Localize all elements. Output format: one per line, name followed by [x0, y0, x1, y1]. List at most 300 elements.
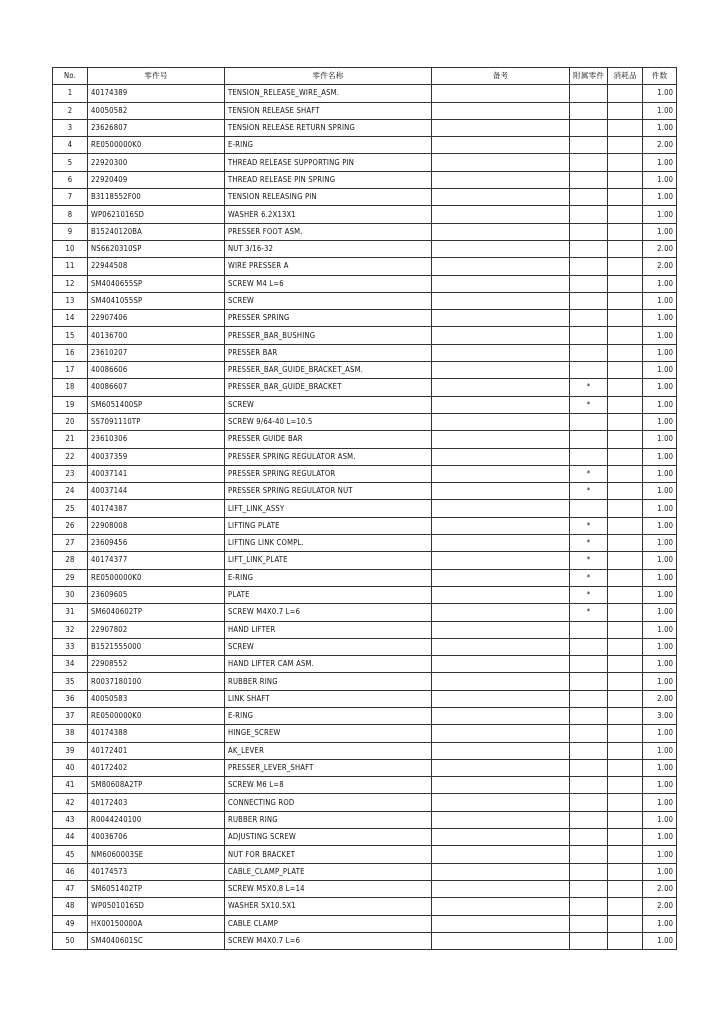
table-row: [53, 448, 677, 465]
table-row: [53, 759, 677, 776]
part-number: 22908552: [88, 656, 225, 673]
row-number: 2: [53, 102, 88, 119]
quantity: 1.00: [643, 638, 677, 655]
accessory-mark: [570, 448, 608, 465]
table-row: [53, 206, 677, 223]
table-row: [53, 898, 677, 915]
table-row: [53, 915, 677, 932]
part-number: 22920409: [88, 171, 225, 188]
row-number: 42: [53, 794, 88, 811]
quantity: 1.00: [643, 154, 677, 171]
table-row: [53, 707, 677, 724]
accessory-mark: [570, 500, 608, 517]
accessory-mark: [570, 344, 608, 361]
quantity: 1.00: [643, 811, 677, 828]
remarks-cell: [432, 379, 570, 396]
consumable-mark: [608, 638, 643, 655]
remarks-cell: [432, 535, 570, 552]
row-number: 8: [53, 206, 88, 223]
consumable-mark: [608, 483, 643, 500]
part-name: PRESSER SPRING: [225, 310, 432, 327]
row-number: 46: [53, 863, 88, 880]
quantity: 1.00: [643, 915, 677, 932]
remarks-cell: [432, 258, 570, 275]
row-number: 32: [53, 621, 88, 638]
remarks-cell: [432, 223, 570, 240]
part-number: 23610207: [88, 344, 225, 361]
table-row: [53, 137, 677, 154]
header-part-name: 零件名称: [225, 68, 432, 85]
accessory-mark: [570, 829, 608, 846]
accessory-mark: [570, 759, 608, 776]
header-consumable: 消耗品: [608, 68, 643, 85]
accessory-mark: [570, 362, 608, 379]
accessory-mark: [570, 137, 608, 154]
accessory-mark: *: [570, 586, 608, 603]
quantity: 1.00: [643, 85, 677, 102]
remarks-cell: [432, 137, 570, 154]
accessory-mark: [570, 621, 608, 638]
table-row: [53, 569, 677, 586]
part-number: 40174387: [88, 500, 225, 517]
quantity: 1.00: [643, 517, 677, 534]
table-row: [53, 846, 677, 863]
row-number: 36: [53, 690, 88, 707]
part-name: TENSION_RELEASE_WIRE_ASM.: [225, 85, 432, 102]
part-number: 40036706: [88, 829, 225, 846]
part-number: 22907802: [88, 621, 225, 638]
table-row: [53, 396, 677, 413]
row-number: 37: [53, 707, 88, 724]
part-name: LIFT_LINK_ASSY: [225, 500, 432, 517]
table-row: [53, 379, 677, 396]
table-row: [53, 102, 677, 119]
table-row: [53, 292, 677, 309]
part-number: 40136700: [88, 327, 225, 344]
consumable-mark: [608, 85, 643, 102]
table-row: [53, 535, 677, 552]
accessory-mark: *: [570, 552, 608, 569]
part-name: SCREW M5X0.8 L=14: [225, 880, 432, 897]
part-name: LINK SHAFT: [225, 690, 432, 707]
part-name: ADJUSTING SCREW: [225, 829, 432, 846]
quantity: 1.00: [643, 569, 677, 586]
part-name: PRESSER_BAR_BUSHING: [225, 327, 432, 344]
remarks-cell: [432, 102, 570, 119]
part-name: LIFTING PLATE: [225, 517, 432, 534]
remarks-cell: [432, 586, 570, 603]
part-name: SCREW M4 L=6: [225, 275, 432, 292]
part-number: 23610306: [88, 431, 225, 448]
table-row: [53, 621, 677, 638]
part-number: 23626807: [88, 119, 225, 136]
table-row: [53, 344, 677, 361]
remarks-cell: [432, 171, 570, 188]
part-name: SCREW: [225, 396, 432, 413]
row-number: 27: [53, 535, 88, 552]
consumable-mark: [608, 586, 643, 603]
consumable-mark: [608, 880, 643, 897]
accessory-mark: [570, 102, 608, 119]
row-number: 5: [53, 154, 88, 171]
consumable-mark: [608, 431, 643, 448]
part-number: B1521555000: [88, 638, 225, 655]
remarks-cell: [432, 690, 570, 707]
quantity: 1.00: [643, 535, 677, 552]
quantity: 3.00: [643, 707, 677, 724]
parts-list-body: [53, 85, 677, 950]
part-name: SCREW: [225, 292, 432, 309]
part-number: 40050582: [88, 102, 225, 119]
quantity: 1.00: [643, 379, 677, 396]
part-name: HAND LIFTER CAM ASM.: [225, 656, 432, 673]
remarks-cell: [432, 119, 570, 136]
part-number: 40037359: [88, 448, 225, 465]
row-number: 47: [53, 880, 88, 897]
part-name: WASHER 6.2X13X1: [225, 206, 432, 223]
accessory-mark: [570, 777, 608, 794]
consumable-mark: [608, 137, 643, 154]
part-name: E-RING: [225, 569, 432, 586]
part-number: 22920300: [88, 154, 225, 171]
consumable-mark: [608, 102, 643, 119]
remarks-cell: [432, 310, 570, 327]
part-number: RE0500000K0: [88, 569, 225, 586]
quantity: 1.00: [643, 310, 677, 327]
table-row: [53, 431, 677, 448]
quantity: 1.00: [643, 465, 677, 482]
accessory-mark: [570, 223, 608, 240]
part-name: E-RING: [225, 137, 432, 154]
part-name: PRESSER_BAR_GUIDE_BRACKET_ASM.: [225, 362, 432, 379]
table-row: [53, 154, 677, 171]
accessory-mark: *: [570, 569, 608, 586]
quantity: 2.00: [643, 690, 677, 707]
remarks-cell: [432, 292, 570, 309]
part-number: SM6051400SP: [88, 396, 225, 413]
accessory-mark: [570, 171, 608, 188]
accessory-mark: [570, 327, 608, 344]
accessory-mark: [570, 189, 608, 206]
accessory-mark: [570, 880, 608, 897]
quantity: 1.00: [643, 327, 677, 344]
remarks-cell: [432, 517, 570, 534]
accessory-mark: [570, 725, 608, 742]
accessory-mark: *: [570, 535, 608, 552]
row-number: 9: [53, 223, 88, 240]
table-row: [53, 517, 677, 534]
part-number: 40174377: [88, 552, 225, 569]
row-number: 15: [53, 327, 88, 344]
consumable-mark: [608, 465, 643, 482]
consumable-mark: [608, 569, 643, 586]
accessory-mark: [570, 932, 608, 949]
accessory-mark: *: [570, 483, 608, 500]
part-number: 40037144: [88, 483, 225, 500]
quantity: 1.00: [643, 829, 677, 846]
table-row: [53, 189, 677, 206]
table-row: [53, 656, 677, 673]
consumable-mark: [608, 604, 643, 621]
remarks-cell: [432, 846, 570, 863]
table-row: [53, 258, 677, 275]
table-row: [53, 171, 677, 188]
quantity: 1.00: [643, 102, 677, 119]
part-name: SCREW 9/64-40 L=10.5: [225, 413, 432, 430]
part-number: SM4040655SP: [88, 275, 225, 292]
quantity: 1.00: [643, 673, 677, 690]
part-number: 22944508: [88, 258, 225, 275]
remarks-cell: [432, 483, 570, 500]
part-name: TENSION RELEASING PIN: [225, 189, 432, 206]
consumable-mark: [608, 811, 643, 828]
part-name: NUT FOR BRACKET: [225, 846, 432, 863]
quantity: 1.00: [643, 344, 677, 361]
quantity: 1.00: [643, 171, 677, 188]
part-number: R0037180100: [88, 673, 225, 690]
consumable-mark: [608, 742, 643, 759]
remarks-cell: [432, 656, 570, 673]
consumable-mark: [608, 206, 643, 223]
accessory-mark: [570, 690, 608, 707]
remarks-cell: [432, 794, 570, 811]
consumable-mark: [608, 310, 643, 327]
accessory-mark: [570, 292, 608, 309]
part-name: TENSION RELEASE RETURN SPRING: [225, 119, 432, 136]
consumable-mark: [608, 413, 643, 430]
accessory-mark: *: [570, 396, 608, 413]
part-number: 40172402: [88, 759, 225, 776]
row-number: 13: [53, 292, 88, 309]
row-number: 34: [53, 656, 88, 673]
row-number: 11: [53, 258, 88, 275]
row-number: 28: [53, 552, 88, 569]
remarks-cell: [432, 829, 570, 846]
row-number: 25: [53, 500, 88, 517]
header-no: No.: [53, 68, 88, 85]
part-name: NUT 3/16-32: [225, 240, 432, 257]
part-number: SM6051402TP: [88, 880, 225, 897]
part-name: PRESSER_LEVER_SHAFT: [225, 759, 432, 776]
row-number: 3: [53, 119, 88, 136]
row-number: 43: [53, 811, 88, 828]
quantity: 1.00: [643, 777, 677, 794]
consumable-mark: [608, 500, 643, 517]
consumable-mark: [608, 379, 643, 396]
table-header-row: [53, 68, 677, 85]
table-row: [53, 275, 677, 292]
quantity: 1.00: [643, 794, 677, 811]
part-name: LIFTING LINK COMPL.: [225, 535, 432, 552]
part-number: NM6060003SE: [88, 846, 225, 863]
part-number: B15240120BA: [88, 223, 225, 240]
row-number: 20: [53, 413, 88, 430]
quantity: 1.00: [643, 223, 677, 240]
part-number: R0044240100: [88, 811, 225, 828]
part-number: SS7091110TP: [88, 413, 225, 430]
table-row: [53, 240, 677, 257]
part-number: 22907406: [88, 310, 225, 327]
remarks-cell: [432, 448, 570, 465]
table-row: [53, 119, 677, 136]
quantity: 1.00: [643, 863, 677, 880]
row-number: 49: [53, 915, 88, 932]
accessory-mark: [570, 431, 608, 448]
consumable-mark: [608, 932, 643, 949]
consumable-mark: [608, 240, 643, 257]
part-name: CABLE_CLAMP_PLATE: [225, 863, 432, 880]
row-number: 45: [53, 846, 88, 863]
consumable-mark: [608, 725, 643, 742]
accessory-mark: [570, 258, 608, 275]
remarks-cell: [432, 275, 570, 292]
table-row: [53, 880, 677, 897]
remarks-cell: [432, 500, 570, 517]
consumable-mark: [608, 846, 643, 863]
quantity: 1.00: [643, 552, 677, 569]
consumable-mark: [608, 362, 643, 379]
part-number: SM4041055SP: [88, 292, 225, 309]
accessory-mark: [570, 413, 608, 430]
remarks-cell: [432, 327, 570, 344]
remarks-cell: [432, 154, 570, 171]
part-name: PRESSER GUIDE BAR: [225, 431, 432, 448]
consumable-mark: [608, 915, 643, 932]
remarks-cell: [432, 362, 570, 379]
row-number: 1: [53, 85, 88, 102]
accessory-mark: [570, 85, 608, 102]
table-row: [53, 777, 677, 794]
row-number: 31: [53, 604, 88, 621]
remarks-cell: [432, 898, 570, 915]
accessory-mark: *: [570, 379, 608, 396]
table-row: [53, 932, 677, 949]
part-number: 40172403: [88, 794, 225, 811]
part-name: THREAD RELEASE PIN SPRING: [225, 171, 432, 188]
part-number: 23609456: [88, 535, 225, 552]
part-number: 40172401: [88, 742, 225, 759]
row-number: 17: [53, 362, 88, 379]
table-row: [53, 638, 677, 655]
consumable-mark: [608, 673, 643, 690]
row-number: 4: [53, 137, 88, 154]
part-number: 40050583: [88, 690, 225, 707]
part-number: RE0500000K0: [88, 137, 225, 154]
part-number: WP0501016SD: [88, 898, 225, 915]
quantity: 1.00: [643, 275, 677, 292]
part-name: PRESSER BAR: [225, 344, 432, 361]
row-number: 35: [53, 673, 88, 690]
quantity: 1.00: [643, 206, 677, 223]
accessory-mark: [570, 673, 608, 690]
row-number: 38: [53, 725, 88, 742]
row-number: 24: [53, 483, 88, 500]
table-row: [53, 500, 677, 517]
remarks-cell: [432, 604, 570, 621]
part-number: WP0621016SD: [88, 206, 225, 223]
table-row: [53, 465, 677, 482]
consumable-mark: [608, 829, 643, 846]
table-row: [53, 725, 677, 742]
remarks-cell: [432, 777, 570, 794]
quantity: 1.00: [643, 292, 677, 309]
part-name: RUBBER RING: [225, 673, 432, 690]
remarks-cell: [432, 85, 570, 102]
part-name: SCREW M4X0.7 L=6: [225, 932, 432, 949]
accessory-mark: [570, 794, 608, 811]
table-row: [53, 362, 677, 379]
table-row: [53, 85, 677, 102]
table-row: [53, 690, 677, 707]
parts-list-table: [52, 67, 677, 950]
table-row: [53, 413, 677, 430]
accessory-mark: [570, 707, 608, 724]
consumable-mark: [608, 707, 643, 724]
part-number: 40174573: [88, 863, 225, 880]
row-number: 12: [53, 275, 88, 292]
consumable-mark: [608, 344, 643, 361]
row-number: 33: [53, 638, 88, 655]
part-number: NS6620310SP: [88, 240, 225, 257]
quantity: 1.00: [643, 742, 677, 759]
consumable-mark: [608, 898, 643, 915]
quantity: 1.00: [643, 431, 677, 448]
part-name: PRESSER SPRING REGULATOR NUT: [225, 483, 432, 500]
table-row: [53, 863, 677, 880]
accessory-mark: *: [570, 465, 608, 482]
row-number: 50: [53, 932, 88, 949]
part-name: THREAD RELEASE SUPPORTING PIN: [225, 154, 432, 171]
quantity: 1.00: [643, 604, 677, 621]
table-row: [53, 586, 677, 603]
accessory-mark: [570, 275, 608, 292]
row-number: 18: [53, 379, 88, 396]
part-name: HINGE_SCREW: [225, 725, 432, 742]
remarks-cell: [432, 621, 570, 638]
row-number: 39: [53, 742, 88, 759]
consumable-mark: [608, 863, 643, 880]
remarks-cell: [432, 638, 570, 655]
part-number: 22908008: [88, 517, 225, 534]
consumable-mark: [608, 171, 643, 188]
table-row: [53, 811, 677, 828]
consumable-mark: [608, 621, 643, 638]
part-name: CONNECTING ROD: [225, 794, 432, 811]
consumable-mark: [608, 119, 643, 136]
quantity: 1.00: [643, 759, 677, 776]
quantity: 1.00: [643, 586, 677, 603]
table-row: [53, 327, 677, 344]
table-row: [53, 794, 677, 811]
quantity: 1.00: [643, 656, 677, 673]
consumable-mark: [608, 258, 643, 275]
row-number: 19: [53, 396, 88, 413]
consumable-mark: [608, 189, 643, 206]
row-number: 6: [53, 171, 88, 188]
row-number: 16: [53, 344, 88, 361]
consumable-mark: [608, 448, 643, 465]
header-remarks: 备考: [432, 68, 570, 85]
part-number: 23609605: [88, 586, 225, 603]
quantity: 2.00: [643, 258, 677, 275]
quantity: 1.00: [643, 362, 677, 379]
accessory-mark: [570, 310, 608, 327]
row-number: 48: [53, 898, 88, 915]
quantity: 1.00: [643, 846, 677, 863]
row-number: 21: [53, 431, 88, 448]
consumable-mark: [608, 759, 643, 776]
part-name: CABLE CLAMP: [225, 915, 432, 932]
